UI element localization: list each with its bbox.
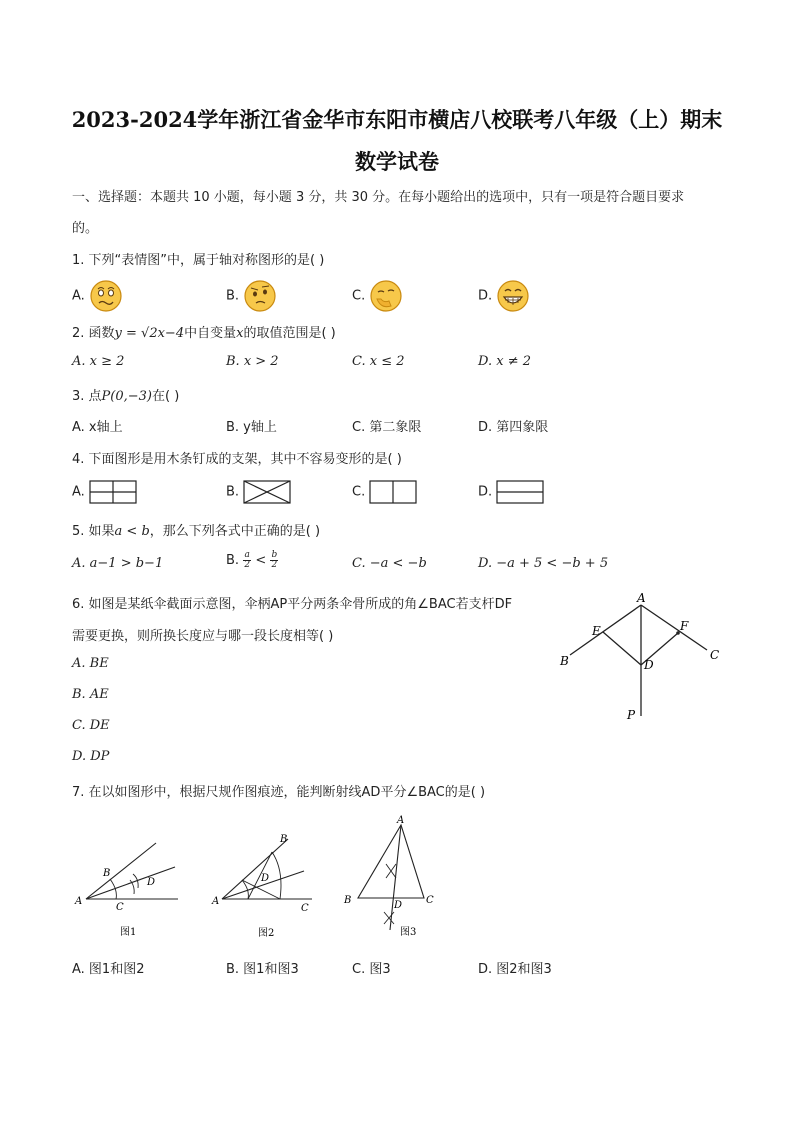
q2-option-c[interactable]: C. x ≤ 2 [352, 354, 405, 369]
q1-option-c-label: C. [352, 288, 366, 304]
q4-option-c-label: C. [352, 484, 366, 500]
question-7-stem: 7. 在以如图形中，根据尺规作图痕迹，能判断射线AD平分∠BAC的是( ) [72, 785, 486, 800]
fig2-label-d: D [261, 873, 270, 884]
question-6-stem-cont: 需要更换，则所换长度应与哪一段长度相等( ) [72, 629, 334, 644]
grid-frame-figure [89, 480, 137, 504]
fig1-caption: 图1 [120, 927, 137, 938]
q5-option-b-label: B. [226, 553, 240, 568]
q4-option-b[interactable] [226, 480, 291, 504]
grinning-face-icon [496, 279, 530, 313]
fig3-label-b: B [344, 895, 352, 906]
q5-fraction-b: $\frac{b}{2}$ [271, 550, 278, 570]
q5-stem-post: ，那么下列各式中正确的是( ) [149, 524, 321, 539]
fig6-label-a: A [637, 591, 646, 605]
fig6-label-f: F [680, 619, 689, 633]
q1-option-a[interactable] [72, 279, 123, 313]
q3-option-d[interactable]: D. 第四象限 [478, 420, 549, 435]
fig1-label-c: C [116, 902, 124, 913]
q5-option-c[interactable]: C. −a < −b [352, 556, 427, 571]
horizontal-split-frame-figure [496, 480, 544, 504]
q3-point: P(0,−3) [101, 389, 153, 404]
section-header: 一、选择题：本题共 10 小题，每小题 3 分，共 30 分。在每小题给出的选项中，只有一项是符合题目要求 [72, 190, 685, 205]
fig6-label-d: D [644, 658, 654, 672]
q7-option-d[interactable]: D. 图2和图3 [478, 962, 552, 977]
fig2-label-a: A [212, 896, 220, 907]
q5-option-b[interactable] [226, 551, 278, 570]
q4-option-d[interactable] [478, 480, 544, 504]
question-2-stem [72, 322, 336, 341]
q4-option-a[interactable] [72, 480, 137, 504]
q5-stem-pre: 5. 如果 [72, 524, 115, 539]
construction-figure-2 [210, 822, 325, 940]
q4-option-a-label: A. [72, 484, 85, 500]
fig6-label-p: P [627, 708, 636, 722]
q7-option-c[interactable]: C. 图3 [352, 962, 391, 977]
q2-option-b[interactable]: B. x > 2 [226, 354, 279, 369]
q1-option-b[interactable] [226, 279, 277, 313]
q5-less-than: < [255, 553, 267, 568]
umbrella-diagram [550, 590, 730, 725]
q2-option-d[interactable]: D. x ≠ 2 [478, 354, 531, 369]
q4-option-d-label: D. [478, 484, 493, 500]
q1-option-a-label: A. [72, 288, 85, 304]
q1-option-b-label: B. [226, 288, 240, 304]
q7-option-a[interactable]: A. 图1和图2 [72, 962, 145, 977]
q1-option-d[interactable] [478, 279, 530, 313]
q2-function: y = √2x−4 [114, 326, 185, 341]
fig2-caption: 图2 [258, 928, 275, 939]
page-subtitle: 数学试卷 [355, 149, 439, 174]
q2-stem-mid: 中自变量 [184, 326, 237, 341]
q6-option-a[interactable]: A. BE [72, 656, 109, 671]
q2-stem-pre: 2. 函数 [72, 326, 115, 341]
fig1-label-d: D [147, 877, 156, 888]
question-5-stem [72, 520, 320, 539]
fig3-caption: 图3 [400, 927, 417, 938]
q2-option-a[interactable]: A. x ≥ 2 [72, 354, 125, 369]
section-header-cont: 的。 [72, 221, 99, 236]
confused-face-icon [243, 279, 277, 313]
construction-figure-1 [72, 810, 187, 940]
q2-variable: x [236, 326, 244, 341]
q5-option-d[interactable]: D. −a + 5 < −b + 5 [478, 556, 609, 571]
fig6-label-c: C [710, 648, 720, 662]
q3-stem-pre: 3. 点 [72, 389, 102, 404]
q2-stem-post: 的取值范围是( ) [243, 326, 336, 341]
question-4-stem: 4. 下面图形是用木条钉成的支架，其中不容易变形的是( ) [72, 452, 402, 467]
fig3-label-d: D [394, 900, 403, 911]
q6-option-c[interactable]: C. DE [72, 718, 110, 733]
construction-figure-3 [340, 812, 440, 940]
fig3-label-a: A [397, 815, 405, 826]
question-1-stem: 1. 下列“表情图”中，属于轴对称图形的是( ) [72, 253, 325, 268]
q5-option-a[interactable]: A. a−1 > b−1 [72, 556, 164, 571]
page-title: 2023-2024学年浙江省金华市东阳市横店八校联考八年级（上）期末 [71, 107, 723, 132]
q3-option-a[interactable]: A. x轴上 [72, 420, 123, 435]
q7-option-b[interactable]: B. 图1和图3 [226, 962, 299, 977]
fig6-label-e: E [592, 624, 601, 638]
fig1-label-a: A [75, 896, 83, 907]
worried-face-icon [89, 279, 123, 313]
q5-condition: a < b [114, 524, 150, 539]
q6-option-b[interactable]: B. AE [72, 687, 109, 702]
q4-option-c[interactable] [352, 480, 417, 504]
fig2-label-c: C [301, 903, 309, 914]
fig1-label-b: B [103, 868, 111, 879]
q3-stem-post: 在( ) [152, 389, 180, 404]
q1-option-c[interactable] [352, 279, 403, 313]
fig2-label-b: B [280, 834, 288, 845]
vertical-split-frame-figure [369, 480, 417, 504]
q3-option-c[interactable]: C. 第二象限 [352, 420, 422, 435]
q3-option-b[interactable]: B. y轴上 [226, 420, 277, 435]
cross-braced-frame-figure [243, 480, 291, 504]
question-6-stem: 6. 如图是某纸伞截面示意图，伞柄AP平分两条伞骨所成的角∠BAC若支杆DF [72, 597, 513, 612]
q1-option-d-label: D. [478, 288, 493, 304]
q4-option-b-label: B. [226, 484, 240, 500]
question-3-stem [72, 385, 179, 404]
q6-option-d[interactable]: D. DP [72, 749, 110, 764]
fig3-label-c: C [426, 895, 434, 906]
thinking-face-icon [369, 279, 403, 313]
fig6-label-b: B [560, 654, 569, 668]
q5-fraction-a: $\frac{a}{2}$ [244, 550, 251, 570]
